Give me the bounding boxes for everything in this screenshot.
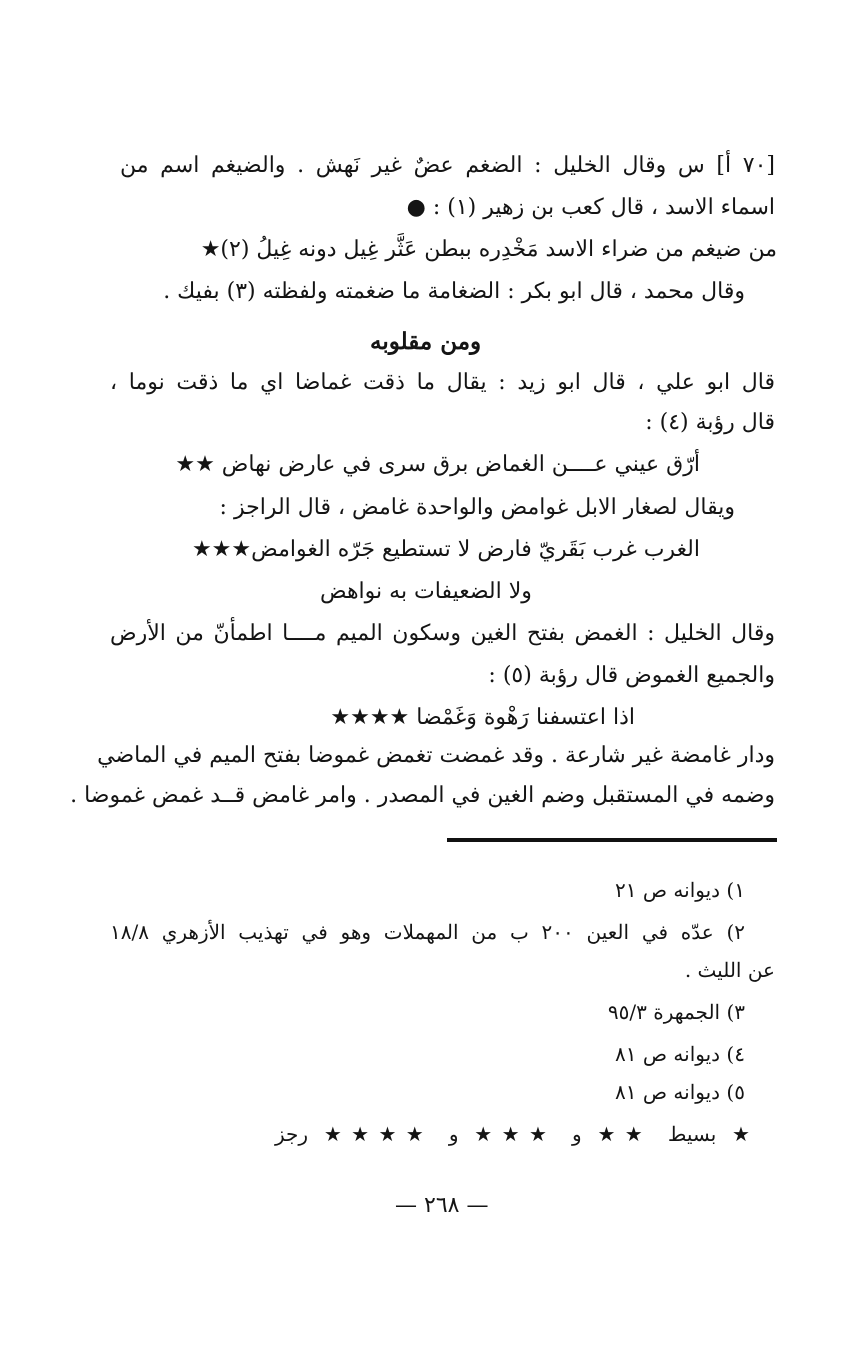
text-line-4: قال ابو علي ، قال ابو زيد : يقال ما ذقت غماضا اي ما ذقت نوما ، xyxy=(110,370,775,395)
section-heading: ومن مقلوبه xyxy=(370,328,482,355)
text-line-8: والجميع الغموض قال رؤبة (٥) : xyxy=(488,663,775,688)
text-line-3: وقال محمد ، قال ابو بكر : الضغامة ما ضغمته ولفظته (٣) بفيك . xyxy=(163,279,745,304)
verse-line-2: الغرب غرب بَقَريّ فارض لا تستطيع جَرّه الغوامض★★★ xyxy=(191,537,700,562)
text-line-9: ودار غامضة غير شارعة . وقد غمضت تغمض غموضا بفتح الميم في الماضي xyxy=(97,743,775,768)
verse-line-1: أرّق عيني عــــن الغماض برق سرى في عارض نهاض ★★ xyxy=(175,452,700,477)
verse-line-3: ولا الضعيفات به نواهض xyxy=(320,579,532,604)
text-line-10: وضمه في المستقبل وضم الغين في المصدر . وامر غامض قــد غمض غموضا . xyxy=(70,783,775,808)
footnote-2: ٢) عدّه في العين ٢٠٠ ب من المهملات وهو في تهذيب الأزهري ١٨/٨ xyxy=(110,920,745,944)
text-line-7: وقال الخليل : الغمض بفتح الغين وسكون الميم مــــا اطمأنّ من الأرض xyxy=(110,621,775,646)
text-line-1: [٧٠ أ] س وقال الخليل : الضغم عضٌ غير نَهش . والضيغم اسم من xyxy=(120,153,775,178)
footnote-4: ٤) ديوانه ص ٨١ xyxy=(615,1042,745,1066)
footnote-3: ٣) الجمهرة ٩٥/٣ xyxy=(607,1000,745,1024)
verse-line-4: اذا اعتسفنا رَهْوة وَغَمْضا ★★★★ xyxy=(330,705,635,730)
footnote-5: ٥) ديوانه ص ٨١ xyxy=(615,1080,745,1104)
footnote-1: ١) ديوانه ص ٢١ xyxy=(615,878,745,902)
verse-line-kaab: من ضيغم من ضراء الاسد مَخْدِره ببطن عَثَّر غِيل دونه غِيلُ (٢)★ xyxy=(200,237,777,262)
footnote-divider xyxy=(447,838,777,842)
text-line-5: قال رؤبة (٤) : xyxy=(645,410,775,435)
page-number: — ٢٦٨ — xyxy=(395,1193,489,1218)
text-line-2: اسماء الاسد ، قال كعب بن زهير (١) : ● xyxy=(406,195,775,220)
footnote-2-continued: عن الليث . xyxy=(684,958,775,982)
text-line-6: ويقال لصغار الابل غوامض والواحدة غامض ، قال الراجز : xyxy=(219,495,735,520)
meter-legend: ★ بسيط ★★ و ★★★ و ★★★★ رجز xyxy=(275,1122,750,1146)
